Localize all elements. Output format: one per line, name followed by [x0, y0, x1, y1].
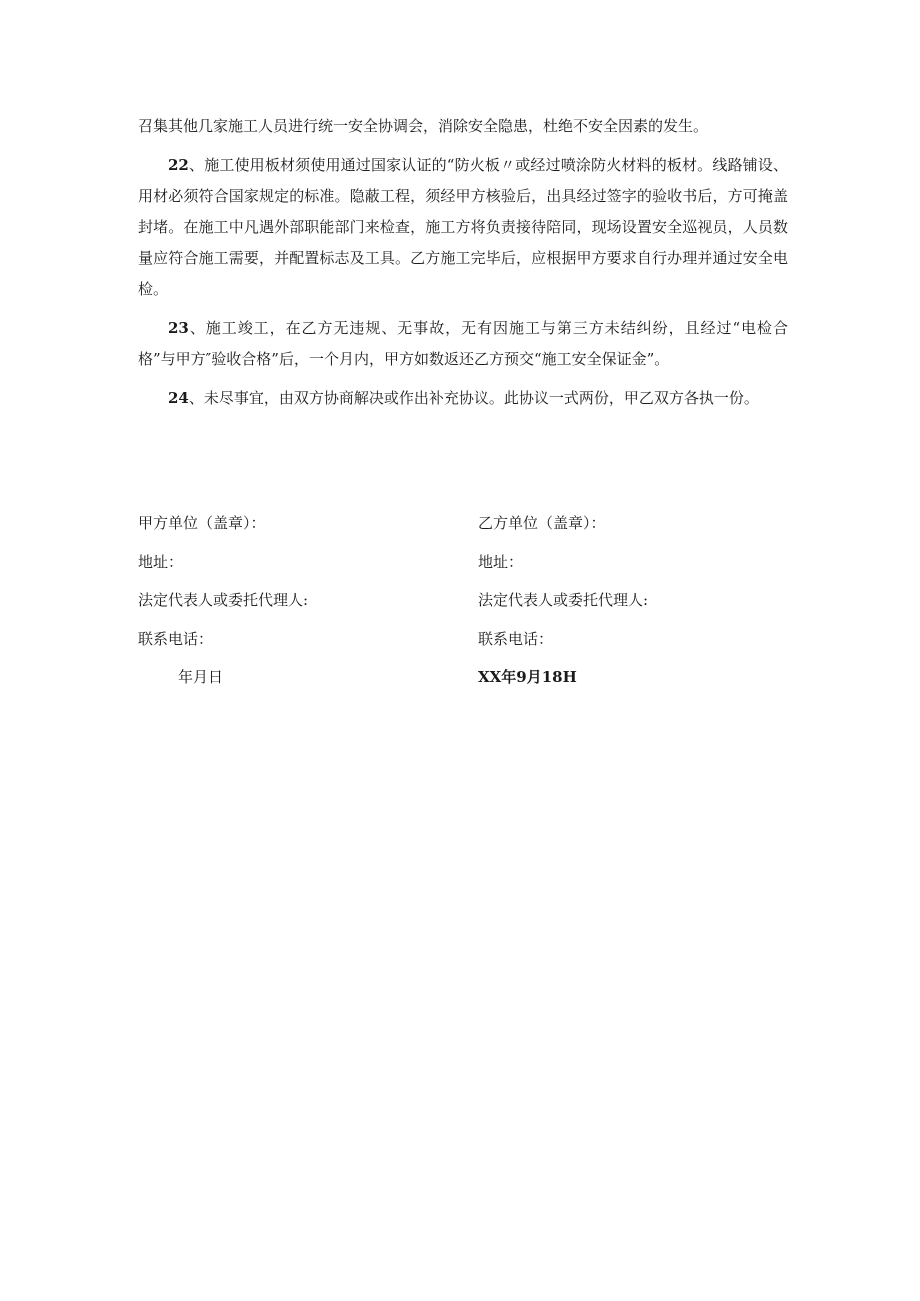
- clause-23: [138, 313, 788, 375]
- party-b-date: XX年9月18H: [478, 668, 577, 686]
- clause-text: 、施工竣工，在乙方无违规、无事故，无有因施工与第三方未结纠纷，且经过“电检合格”与甲方″验收合格”后，一个月内，甲方如数返还乙方预交“施工安全保证金”。: [138, 319, 788, 368]
- party-a-address: 地址：: [138, 552, 184, 571]
- party-a-unit: 甲方单位（盖章）：: [138, 514, 266, 532]
- continuation-text: 召集其他几家施工人员进行统一安全协调会，消除安全隐患，杜绝不安全因素的发生。: [138, 117, 709, 135]
- clause-text: 、施工使用板材须使用通过国家认证的“防火板〃或经过喷涂防火材料的板材。线路铺设、用材必须符合国家规定的标准。隐蔽工程，须经甲方核验后，出具经过签字的验收书后，方可掩盖封堵。在施工中凡遇外部职能部门来检查，施工方将负责接待陪同，现场设置安全巡视员，人员数量应符合施工需要，并配置标志及工具。乙方施工完毕后，应根据甲方要求自行办理并通过安全电检。: [138, 156, 788, 298]
- continuation-paragraph: [138, 111, 788, 142]
- party-a-signature-block: [138, 513, 308, 706]
- party-a-date: 年月日: [178, 668, 224, 686]
- clause-24: [138, 383, 788, 414]
- clause-text: 、未尽事宜，由双方协商解决或作出补充协议。此协议一式两份，甲乙双方各执一份。: [188, 389, 759, 407]
- party-b-signature-block: [478, 513, 648, 706]
- agreement-body: [138, 111, 788, 414]
- party-a-representative: 法定代表人或委托代理人:: [138, 591, 309, 609]
- party-b-unit: 乙方单位（盖章）：: [478, 514, 606, 532]
- clause-22: [138, 150, 788, 305]
- clause-number: 23: [168, 319, 189, 337]
- party-b-representative: 法定代表人或委托代理人:: [478, 591, 649, 609]
- clause-number: 22: [168, 156, 189, 174]
- party-b-phone: 联系电话：: [478, 629, 554, 648]
- clause-number: 24: [168, 389, 189, 407]
- party-b-address: 地址：: [478, 552, 524, 571]
- party-a-phone: 联系电话：: [138, 629, 214, 648]
